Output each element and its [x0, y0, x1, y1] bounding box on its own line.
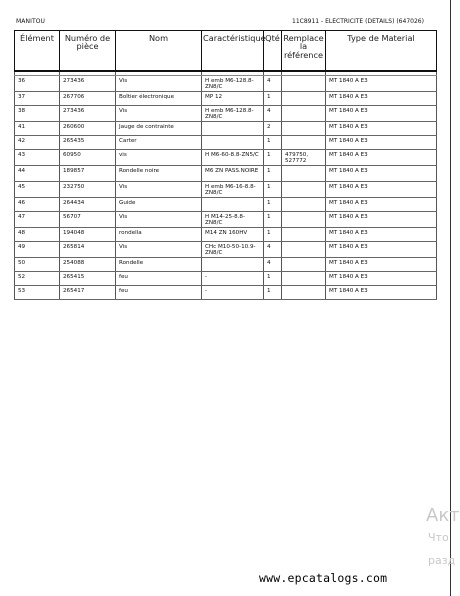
cell-material-type: MT 1840 A E3: [326, 121, 437, 135]
cell-element: 41: [15, 121, 60, 135]
cell-material-type: MT 1840 A E3: [326, 149, 437, 165]
cell-spec: M14 ZN 160HV: [202, 227, 264, 241]
cell-spec: -: [202, 285, 264, 299]
table-row: [15, 197, 437, 211]
cell-qty: 1: [264, 165, 282, 181]
cell-part-number: 265415: [60, 271, 116, 285]
cell-name: Rondelle: [116, 257, 202, 271]
cell-replaces: [282, 285, 326, 299]
cell-qty: 4: [264, 105, 282, 121]
col-header-part-number: Numéro de pièce: [60, 31, 116, 72]
cell-name: vis: [116, 149, 202, 165]
table-row: [15, 285, 437, 299]
table-row: [15, 257, 437, 271]
cell-element: 48: [15, 227, 60, 241]
table-row: [15, 241, 437, 257]
cell-part-number: 254088: [60, 257, 116, 271]
cell-qty: 1: [264, 135, 282, 149]
cell-name: Vis: [116, 181, 202, 197]
cell-name: Rondelle noire: [116, 165, 202, 181]
cell-name: Vis: [116, 241, 202, 257]
cell-replaces: [282, 91, 326, 105]
table-row: [15, 271, 437, 285]
cell-qty: 4: [264, 241, 282, 257]
cell-name: Guide: [116, 197, 202, 211]
table-row: [15, 135, 437, 149]
cell-qty: 1: [264, 197, 282, 211]
cell-qty: 1: [264, 285, 282, 299]
cell-material-type: MT 1840 A E3: [326, 91, 437, 105]
cell-material-type: MT 1840 A E3: [326, 75, 437, 91]
col-header-material-type: Type de Material: [326, 31, 437, 72]
cell-qty: 4: [264, 75, 282, 91]
cell-spec: H emb M6-16-8.8-ZN8/C: [202, 181, 264, 197]
cell-material-type: MT 1840 A E3: [326, 271, 437, 285]
cell-replaces: [282, 257, 326, 271]
section-title: 11C8911 - ELECTRICITE (DETAILS) (647026): [292, 18, 424, 25]
cell-element: 43: [15, 149, 60, 165]
cell-part-number: 273436: [60, 105, 116, 121]
cell-replaces: [282, 271, 326, 285]
watermark-line-1: Акт: [426, 505, 460, 526]
col-header-spec: Caractéristique: [202, 31, 264, 72]
cell-name: Vis: [116, 75, 202, 91]
cell-material-type: MT 1840 A E3: [326, 257, 437, 271]
cell-qty: 1: [264, 227, 282, 241]
cell-element: 50: [15, 257, 60, 271]
cell-replaces: [282, 121, 326, 135]
cell-spec: [202, 197, 264, 211]
watermark-line-3: разд: [428, 554, 456, 567]
cell-name: feu: [116, 285, 202, 299]
col-header-name: Nom: [116, 31, 202, 72]
cell-material-type: MT 1840 A E3: [326, 211, 437, 227]
cell-name: Jauge de contrainte: [116, 121, 202, 135]
cell-spec: [202, 135, 264, 149]
cell-qty: 1: [264, 91, 282, 105]
cell-spec: H emb M6-128.8-ZN8/C: [202, 75, 264, 91]
cell-material-type: MT 1840 A E3: [326, 105, 437, 121]
cell-part-number: 267706: [60, 91, 116, 105]
cell-element: 45: [15, 181, 60, 197]
cell-spec: MP 12: [202, 91, 264, 105]
cell-part-number: 264434: [60, 197, 116, 211]
cell-replaces: [282, 227, 326, 241]
cell-part-number: 265435: [60, 135, 116, 149]
cell-replaces: [282, 75, 326, 91]
cell-qty: 1: [264, 149, 282, 165]
cell-material-type: MT 1840 A E3: [326, 135, 437, 149]
cell-spec: H M6-60-8.8-ZN5/C: [202, 149, 264, 165]
table-row: [15, 211, 437, 227]
cell-material-type: MT 1840 A E3: [326, 181, 437, 197]
cell-name: Vis: [116, 211, 202, 227]
table-header-row: [15, 31, 437, 72]
footer-url-link[interactable]: www.epcatalogs.com: [259, 571, 388, 585]
cell-spec: M6 ZN PASS.NOIRE: [202, 165, 264, 181]
cell-name: feu: [116, 271, 202, 285]
cell-name: Vis: [116, 105, 202, 121]
cell-element: 52: [15, 271, 60, 285]
col-header-qty: Qté: [264, 31, 282, 72]
cell-spec: [202, 121, 264, 135]
cell-element: 49: [15, 241, 60, 257]
cell-material-type: MT 1840 A E3: [326, 165, 437, 181]
cell-spec: CHc M10-50-10.9-ZN8/C: [202, 241, 264, 257]
cell-replaces: [282, 197, 326, 211]
cell-part-number: 273436: [60, 75, 116, 91]
table-row: [15, 227, 437, 241]
cell-element: 36: [15, 75, 60, 91]
cell-material-type: MT 1840 A E3: [326, 197, 437, 211]
cell-part-number: 265814: [60, 241, 116, 257]
cell-element: 44: [15, 165, 60, 181]
cell-replaces: [282, 241, 326, 257]
cell-name: Boîtier électronique: [116, 91, 202, 105]
cell-name: rondella: [116, 227, 202, 241]
cell-replaces: [282, 165, 326, 181]
cell-element: 42: [15, 135, 60, 149]
table-row: [15, 149, 437, 165]
parts-table: [14, 30, 437, 300]
cell-spec: -: [202, 271, 264, 285]
col-header-replaces: Remplace la référence: [282, 31, 326, 72]
cell-qty: 1: [264, 271, 282, 285]
cell-element: 38: [15, 105, 60, 121]
cell-replaces: 479750, 527772: [282, 149, 326, 165]
cell-element: 46: [15, 197, 60, 211]
cell-replaces: [282, 181, 326, 197]
cell-qty: 1: [264, 181, 282, 197]
cell-part-number: 260600: [60, 121, 116, 135]
cell-spec: H M14-25-8.8-ZN8/C: [202, 211, 264, 227]
cell-part-number: 189857: [60, 165, 116, 181]
cell-qty: 2: [264, 121, 282, 135]
cell-element: 47: [15, 211, 60, 227]
table-row: [15, 105, 437, 121]
cell-replaces: [282, 135, 326, 149]
table-row: [15, 181, 437, 197]
col-header-element: Élément: [15, 31, 60, 72]
cell-material-type: MT 1840 A E3: [326, 227, 437, 241]
cell-spec: H emb M6-128.8-ZN8/C: [202, 105, 264, 121]
cell-part-number: 60950: [60, 149, 116, 165]
cell-part-number: 265417: [60, 285, 116, 299]
cell-name: Carter: [116, 135, 202, 149]
cell-element: 37: [15, 91, 60, 105]
table-row: [15, 165, 437, 181]
cell-qty: 1: [264, 211, 282, 227]
cell-element: 53: [15, 285, 60, 299]
cell-spec: [202, 257, 264, 271]
cell-material-type: MT 1840 A E3: [326, 285, 437, 299]
cell-replaces: [282, 211, 326, 227]
cell-part-number: 56707: [60, 211, 116, 227]
cell-part-number: 194048: [60, 227, 116, 241]
brand-name: MANITOU: [16, 18, 46, 25]
watermark-line-2: Что: [428, 531, 449, 544]
cell-material-type: MT 1840 A E3: [326, 241, 437, 257]
cell-qty: 4: [264, 257, 282, 271]
table-row: [15, 75, 437, 91]
cell-part-number: 232750: [60, 181, 116, 197]
table-row: [15, 121, 437, 135]
cell-replaces: [282, 105, 326, 121]
table-row: [15, 91, 437, 105]
